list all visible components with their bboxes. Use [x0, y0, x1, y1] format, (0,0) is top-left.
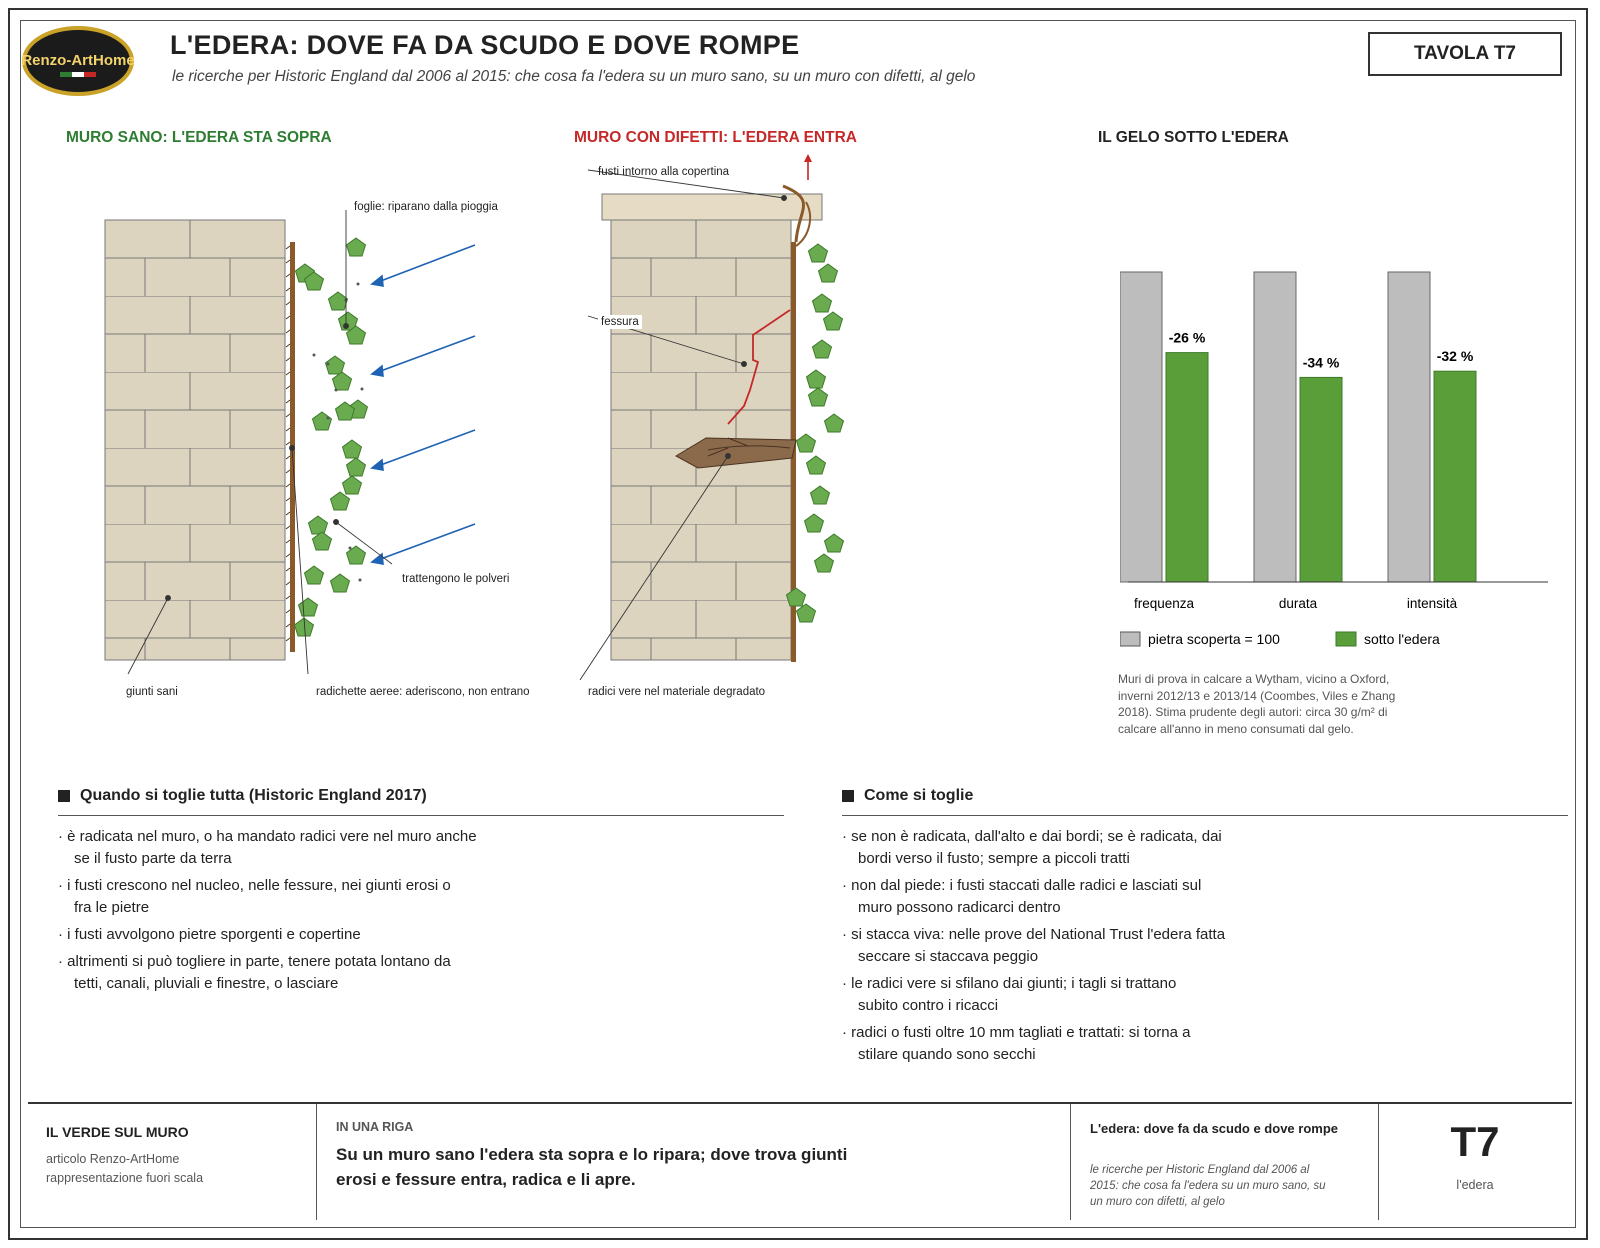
box-come-title: Come si toglie — [864, 787, 974, 804]
list-item-line: · si stacca viva: nelle prove del National Trust l'edera fatta — [842, 926, 1226, 943]
list-item-line: · altrimenti si può togliere in parte, tenere potata lontano da — [58, 953, 451, 970]
list-item — [842, 875, 1312, 919]
list-item-line: · non dal piede: i fusti staccati dalle radici e lasciati sul — [842, 877, 1202, 894]
logo — [20, 24, 136, 98]
category-label-0: frequenza — [1133, 596, 1195, 611]
list-item-continuation: seccare si staccava peggio — [858, 948, 1039, 965]
bullet-square-icon — [842, 790, 854, 802]
footer-code-cell — [1378, 1104, 1572, 1220]
footer-riga-text: Su un muro sano l'edera sta sopra e lo ripara; dove trova giunti erosi e fessure entra, radica e li apre. — [336, 1145, 848, 1189]
category-label-1: durata — [1278, 596, 1318, 611]
bar-edera-0 — [1166, 353, 1208, 582]
label-radichette: radichette aeree: aderiscono, non entrano — [316, 686, 530, 698]
label-giunti-sani: giunti sani — [126, 686, 178, 698]
list-item — [58, 924, 528, 946]
list-item-line: · le radici vere si sfilano dai giunti; i tagli si trattano — [842, 975, 1177, 992]
data-label-2: -32 % — [1436, 348, 1474, 365]
heading-muro-sano: MURO SANO: L'EDERA STA SOPRA — [66, 129, 332, 146]
footer-doc-title: L'edera: dove fa da scudo e dove rompe — [1090, 1121, 1338, 1136]
list-item-continuation: se il fusto parte da terra — [74, 850, 232, 867]
heading-muro-difetti: MURO CON DIFETTI: L'EDERA ENTRA — [574, 129, 857, 146]
footer-series-title: IL VERDE SUL MURO — [46, 1124, 189, 1140]
list-item-line: · i fusti crescono nel nucleo, nelle fessure, nei giunti erosi o — [58, 877, 451, 894]
footer-series-line1: articolo Renzo-ArtHome — [46, 1152, 180, 1166]
bar-pietra-2 — [1388, 272, 1430, 582]
label-fessura: fessura — [598, 315, 642, 329]
bar-edera-2 — [1434, 371, 1476, 582]
chart-note: Muri di prova in calcare a Wytham, vicino a Oxford, inverni 2012/13 e 2013/14 (Coombes, Viles e Zhang 2018). Stima prudente degli autori: circa 30 g/m² di calcare all'anno in meno consumati dal gelo. — [1118, 672, 1396, 736]
footer-series-cell — [28, 1104, 317, 1220]
heading-gelo: IL GELO SOTTO L'EDERA — [1098, 129, 1289, 146]
legend-swatch-pietra — [1120, 632, 1140, 646]
list-item — [842, 924, 1312, 968]
list-item-continuation: tetti, canali, pluviali e finestre, o lasciare — [74, 975, 339, 992]
list-item — [58, 875, 528, 919]
label-fusti-copertina: fusti intorno alla copertina — [598, 166, 730, 178]
list-come — [842, 826, 1312, 1071]
footer-riga-label: IN UNA RIGA — [336, 1120, 414, 1134]
legend-swatch-edera — [1336, 632, 1356, 646]
label-polveri: trattengono le polveri — [402, 573, 510, 585]
title-block — [28, 1102, 1572, 1222]
chart-gelo — [1120, 230, 1560, 650]
footer-series-line2: rappresentazione fuori scala — [46, 1171, 204, 1185]
footer-riga-cell — [316, 1104, 1071, 1220]
page-subtitle: le ricerche per Historic England dal 2006 al 2015: che cosa fa l'edera su un muro sano, su un muro con difetti, al gelo — [172, 68, 976, 85]
bar-edera-1 — [1300, 377, 1342, 582]
list-item — [842, 973, 1312, 1017]
bullet-square-icon — [58, 790, 70, 802]
footer-doc-cell — [1070, 1104, 1379, 1220]
bar-pietra-1 — [1254, 272, 1296, 582]
list-item-continuation: stilare quando sono secchi — [858, 1046, 1036, 1063]
list-item — [842, 1022, 1312, 1066]
list-item — [58, 951, 528, 995]
tavola-badge: TAVOLA T7 — [1368, 32, 1562, 76]
category-label-2: intensità — [1406, 596, 1458, 611]
diagram-muro-difetti — [578, 150, 908, 710]
box-quando-heading — [58, 787, 427, 805]
list-item-continuation: muro possono radicarci dentro — [858, 899, 1061, 916]
list-item — [842, 826, 1312, 870]
list-item-line: · radici o fusti oltre 10 mm tagliati e trattati: si torna a — [842, 1024, 1191, 1041]
footer-code: T7 — [1450, 1118, 1500, 1165]
list-item-line: · i fusti avvolgono pietre sporgenti e copertine — [58, 926, 361, 943]
list-item-continuation: subito contro i ricacci — [858, 997, 999, 1014]
box-quando-title: Quando si toglie tutta (Historic England 2017) — [80, 787, 427, 804]
list-item-continuation: bordi verso il fusto; sempre a piccoli tratti — [858, 850, 1130, 867]
list-item-continuation: fra le pietre — [74, 899, 150, 916]
list-item-line: · se non è radicata, dall'alto e dai bordi; se è radicata, dai — [842, 828, 1222, 845]
footer-doc-sub: le ricerche per Historic England dal 2006 al 2015: che cosa fa l'edera su un muro sano, su un muro con difetti, al gelo — [1090, 1164, 1326, 1208]
logo-text: Renzo-ArtHome — [21, 52, 135, 69]
diagram-muro-sano — [60, 150, 560, 710]
list-quando — [58, 826, 528, 1000]
list-item-line: · è radicata nel muro, o ha mandato radici vere nel muro anche — [58, 828, 477, 845]
label-foglie: foglie: riparano dalla pioggia — [354, 201, 498, 213]
divider — [58, 815, 784, 816]
divider — [842, 815, 1568, 816]
footer-code-sub: l'edera — [1456, 1178, 1494, 1192]
label-radici-vere: radici vere nel materiale degradato — [588, 686, 766, 698]
data-label-1: -34 % — [1302, 354, 1340, 371]
list-item — [58, 826, 528, 870]
legend-pietra: pietra scoperta = 100 — [1148, 631, 1280, 647]
legend-edera: sotto l'edera — [1364, 631, 1440, 647]
bar-pietra-0 — [1120, 272, 1162, 582]
data-label-0: -26 % — [1168, 329, 1206, 346]
page-title: L'EDERA: DOVE FA DA SCUDO E DOVE ROMPE — [170, 30, 800, 60]
box-come-heading — [842, 787, 973, 805]
